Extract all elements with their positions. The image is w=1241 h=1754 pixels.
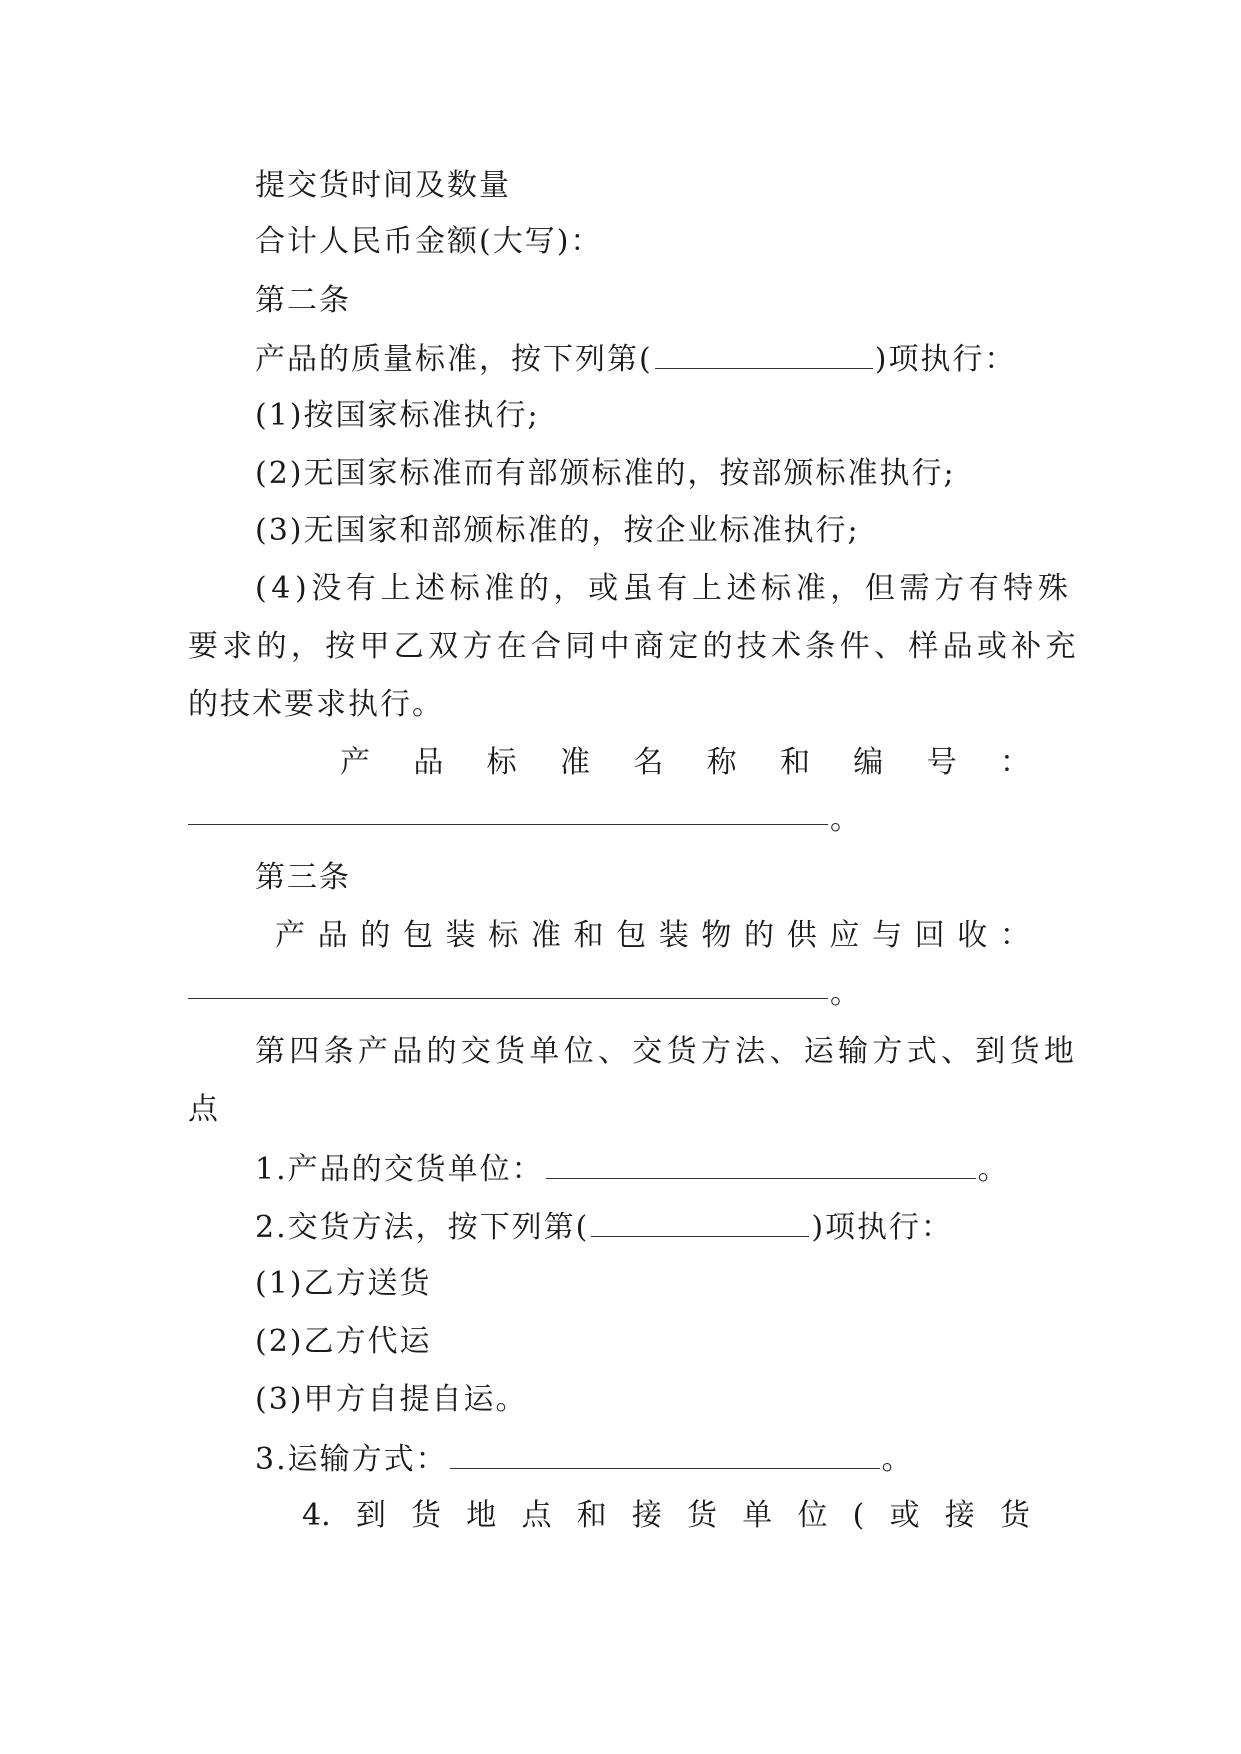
list-item-no-standard-line2: 要求的，按甲乙双方在合同中商定的技术条件、样品或补充: [188, 629, 1080, 664]
line-delivery-time-quantity: 提交货时间及数量: [255, 168, 511, 203]
list-item-seller-ships: (2)乙方代运: [255, 1324, 432, 1359]
list-item-no-standard-line1: (4)没有上述标准的，或虽有上述标准，但需方有特殊: [255, 571, 1073, 606]
spaced-character: 的: [744, 918, 775, 953]
line-transport-method: [255, 1438, 914, 1480]
spaced-character: 位: [797, 1498, 828, 1533]
spaced-character: 货: [411, 1498, 442, 1533]
text-transport-method-label: 3.运输方式：: [255, 1442, 448, 1477]
spaced-character: 包: [616, 918, 647, 953]
heading-article-4-line2: 点: [188, 1092, 220, 1127]
spaced-character: 产: [275, 918, 305, 953]
blank-delivery-unit[interactable]: [546, 1148, 976, 1179]
blank-delivery-method-option[interactable]: [591, 1206, 809, 1237]
spaced-character: 品: [413, 745, 444, 780]
blank-quality-option[interactable]: [655, 338, 873, 369]
text-period-3: 。: [977, 1152, 1010, 1187]
spaced-character: 点: [521, 1498, 552, 1533]
spaced-character: 编: [853, 745, 884, 780]
spaced-character: 到: [355, 1498, 386, 1533]
text-period-2: 。: [830, 976, 862, 1011]
spaced-character: ：: [999, 918, 1030, 953]
spaced-character: 准: [559, 745, 590, 780]
blank-transport-method[interactable]: [450, 1438, 880, 1469]
list-item-seller-delivers: (1)乙方送货: [255, 1266, 432, 1301]
blank-product-standard-name[interactable]: [188, 824, 828, 825]
spaced-character: 回: [914, 918, 945, 953]
text-delivery-method-suffix: )项执行：: [811, 1210, 954, 1245]
spaced-character: 接: [631, 1498, 662, 1533]
text-quality-standard-prefix: 产品的质量标准，按下列第(: [255, 342, 653, 377]
spaced-character: 与: [871, 918, 902, 953]
spaced-character: 准: [530, 918, 561, 953]
list-item-ministry-standard: (2)无国家标准而有部颁标准的，按部颁标准执行;: [255, 456, 956, 491]
spaced-character: 包: [402, 918, 433, 953]
line-packaging-standard: [275, 916, 1030, 956]
spaced-character: 货: [999, 1498, 1030, 1533]
text-quality-standard-suffix: )项执行：: [874, 342, 1017, 377]
spaced-character: 称: [706, 745, 737, 780]
list-item-buyer-picks-up: (3)甲方自提自运。: [255, 1382, 528, 1417]
spaced-character: 和: [779, 745, 810, 780]
spaced-character: ：: [999, 745, 1030, 780]
spaced-character: 单: [742, 1498, 773, 1533]
spaced-character: 的: [360, 918, 391, 953]
spaced-character: 号: [926, 745, 957, 780]
spaced-character: 收: [957, 918, 988, 953]
text-period-1: 。: [830, 802, 862, 837]
spaced-character: 产: [340, 745, 370, 780]
text-delivery-unit-label: 1.产品的交货单位：: [255, 1152, 544, 1187]
line-delivery-unit: [255, 1148, 1010, 1190]
text-delivery-method-prefix: 2.交货方法，按下列第(: [255, 1210, 590, 1245]
spaced-character: 或: [889, 1498, 920, 1533]
line-total-amount-rmb: 合计人民币金额(大写)：: [255, 224, 603, 259]
list-item-enterprise-standard: (3)无国家和部颁标准的，按企业标准执行;: [255, 513, 860, 548]
list-item-no-standard-line3: 的技术要求执行。: [188, 687, 444, 722]
spaced-character: 接: [944, 1498, 975, 1533]
line-product-standard-name-number: [340, 743, 1030, 783]
heading-article-4-line1: 第四条产品的交货单位、交货方法、运输方式、到货地: [255, 1034, 1079, 1069]
spaced-character: 标: [488, 918, 519, 953]
line-quality-standard: [255, 338, 1016, 380]
spaced-character: 供: [786, 918, 817, 953]
spaced-character: 物: [701, 918, 732, 953]
list-item-national-standard: (1)按国家标准执行;: [255, 398, 540, 433]
spaced-character: 名: [633, 745, 664, 780]
spaced-character: 4.: [302, 1498, 331, 1533]
spaced-character: 和: [576, 1498, 607, 1533]
spaced-character: 货: [687, 1498, 718, 1533]
heading-article-2: 第二条: [255, 283, 351, 318]
line-arrival-place-receiver: [302, 1496, 1030, 1536]
blank-packaging-standard[interactable]: [188, 998, 828, 999]
spaced-character: 装: [658, 918, 689, 953]
spaced-character: 标: [486, 745, 517, 780]
line-delivery-method: [255, 1206, 953, 1248]
text-period-4: 。: [881, 1442, 914, 1477]
spaced-character: 和: [573, 918, 604, 953]
spaced-character: 应: [829, 918, 860, 953]
spaced-character: (: [852, 1498, 865, 1533]
spaced-character: 地: [466, 1498, 497, 1533]
spaced-character: 装: [445, 918, 476, 953]
spaced-character: 品: [317, 918, 348, 953]
heading-article-3: 第三条: [255, 860, 351, 895]
